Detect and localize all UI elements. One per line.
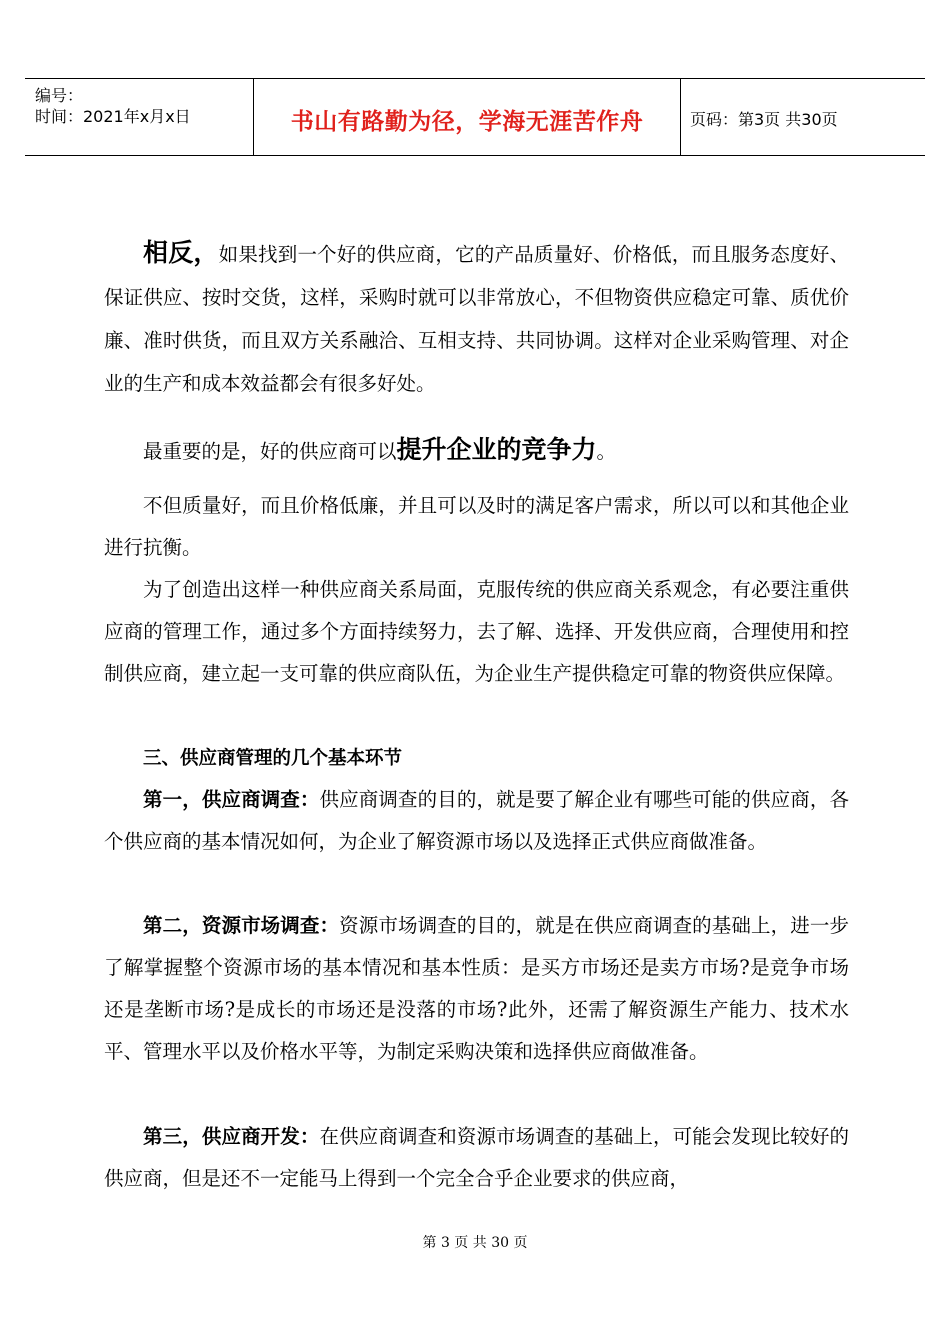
page-footer: 第 3 页 共 30 页 (422, 1235, 528, 1251)
paragraph-2 (104, 428, 849, 473)
step-1-lead: 第一，供应商调查： (143, 788, 320, 811)
step-2-lead: 第二，资源市场调查： (143, 914, 340, 937)
document-number-label: 编号： (35, 86, 84, 105)
paragraph-3 (104, 485, 849, 569)
document-time-label: 时间：2021年x月x日 (35, 107, 191, 126)
paragraph-step-1 (104, 779, 849, 863)
header-table (25, 78, 925, 156)
paragraph-step-3 (104, 1116, 849, 1200)
paragraph-2-emphasis: 提升企业的竞争力 (396, 435, 597, 464)
paragraph-4 (104, 569, 849, 695)
paragraph-step-2 (104, 905, 849, 1073)
section-heading (104, 737, 849, 780)
header-page-info: 页码：第3页 共30页 (690, 110, 838, 129)
header-motto-cell (253, 79, 681, 155)
paragraph-2-text: 最重要的是，好的供应商可以 (143, 440, 397, 463)
step-2-text: 资源市场调查的目的，就是在供应商调查的基础上，进一步了解掌握整个资源市场的基本情况和基本性质：是买方市场还是卖方市场?是竞争市场还是垄断市场?是成长的市场还是没落的市场?此外，还需了解资源生产能力、技术水平、管理水平以及价格水平等，为制定采购决策和选择供应商做准备。 (104, 914, 849, 1063)
header-motto: 书山有路勤为径，学海无涯苦作舟 (290, 109, 644, 135)
paragraph-3-text: 不但质量好，而且价格低廉，并且可以及时的满足客户需求，所以可以和其他企业进行抗衡。 (104, 494, 849, 559)
paragraph-2-end: 。 (596, 440, 617, 463)
paragraph-1-text: 如果找到一个好的供应商，它的产品质量好、价格低，而且服务态度好、保证供应、按时交货，这样，采购时就可以非常放心，不但物资供应稳定可靠、质优价廉、准时供货，而且双方关系融洽、互相支持、共同协调。这样对企业采购管理、对企业的生产和成本效益都会有很多好处。 (104, 243, 849, 395)
step-1-text: 供应商调查的目的，就是要了解企业有哪些可能的供应商，各个供应商的基本情况如何，为企业了解资源市场以及选择正式供应商做准备。 (104, 788, 849, 853)
header-page-cell (680, 79, 925, 155)
step-3-lead: 第三，供应商开发： (143, 1125, 320, 1148)
step-3-text: 在供应商调查和资源市场调查的基础上，可能会发现比较好的供应商，但是还不一定能马上得到一个完全合乎企业要求的供应商， (104, 1125, 849, 1190)
header-meta-cell (25, 79, 253, 155)
paragraph-1-lead: 相反， (143, 238, 219, 267)
section-heading-text: 三、供应商管理的几个基本环节 (143, 748, 403, 769)
paragraph-4-text: 为了创造出这样一种供应商关系局面，克服传统的供应商关系观念，有必要注重供应商的管理工作，通过多个方面持续努力，去了解、选择、开发供应商，合理使用和控制供应商，建立起一支可靠的供应商队伍，为企业生产提供稳定可靠的物资供应保障。 (104, 578, 849, 685)
paragraph-1 (104, 231, 849, 405)
